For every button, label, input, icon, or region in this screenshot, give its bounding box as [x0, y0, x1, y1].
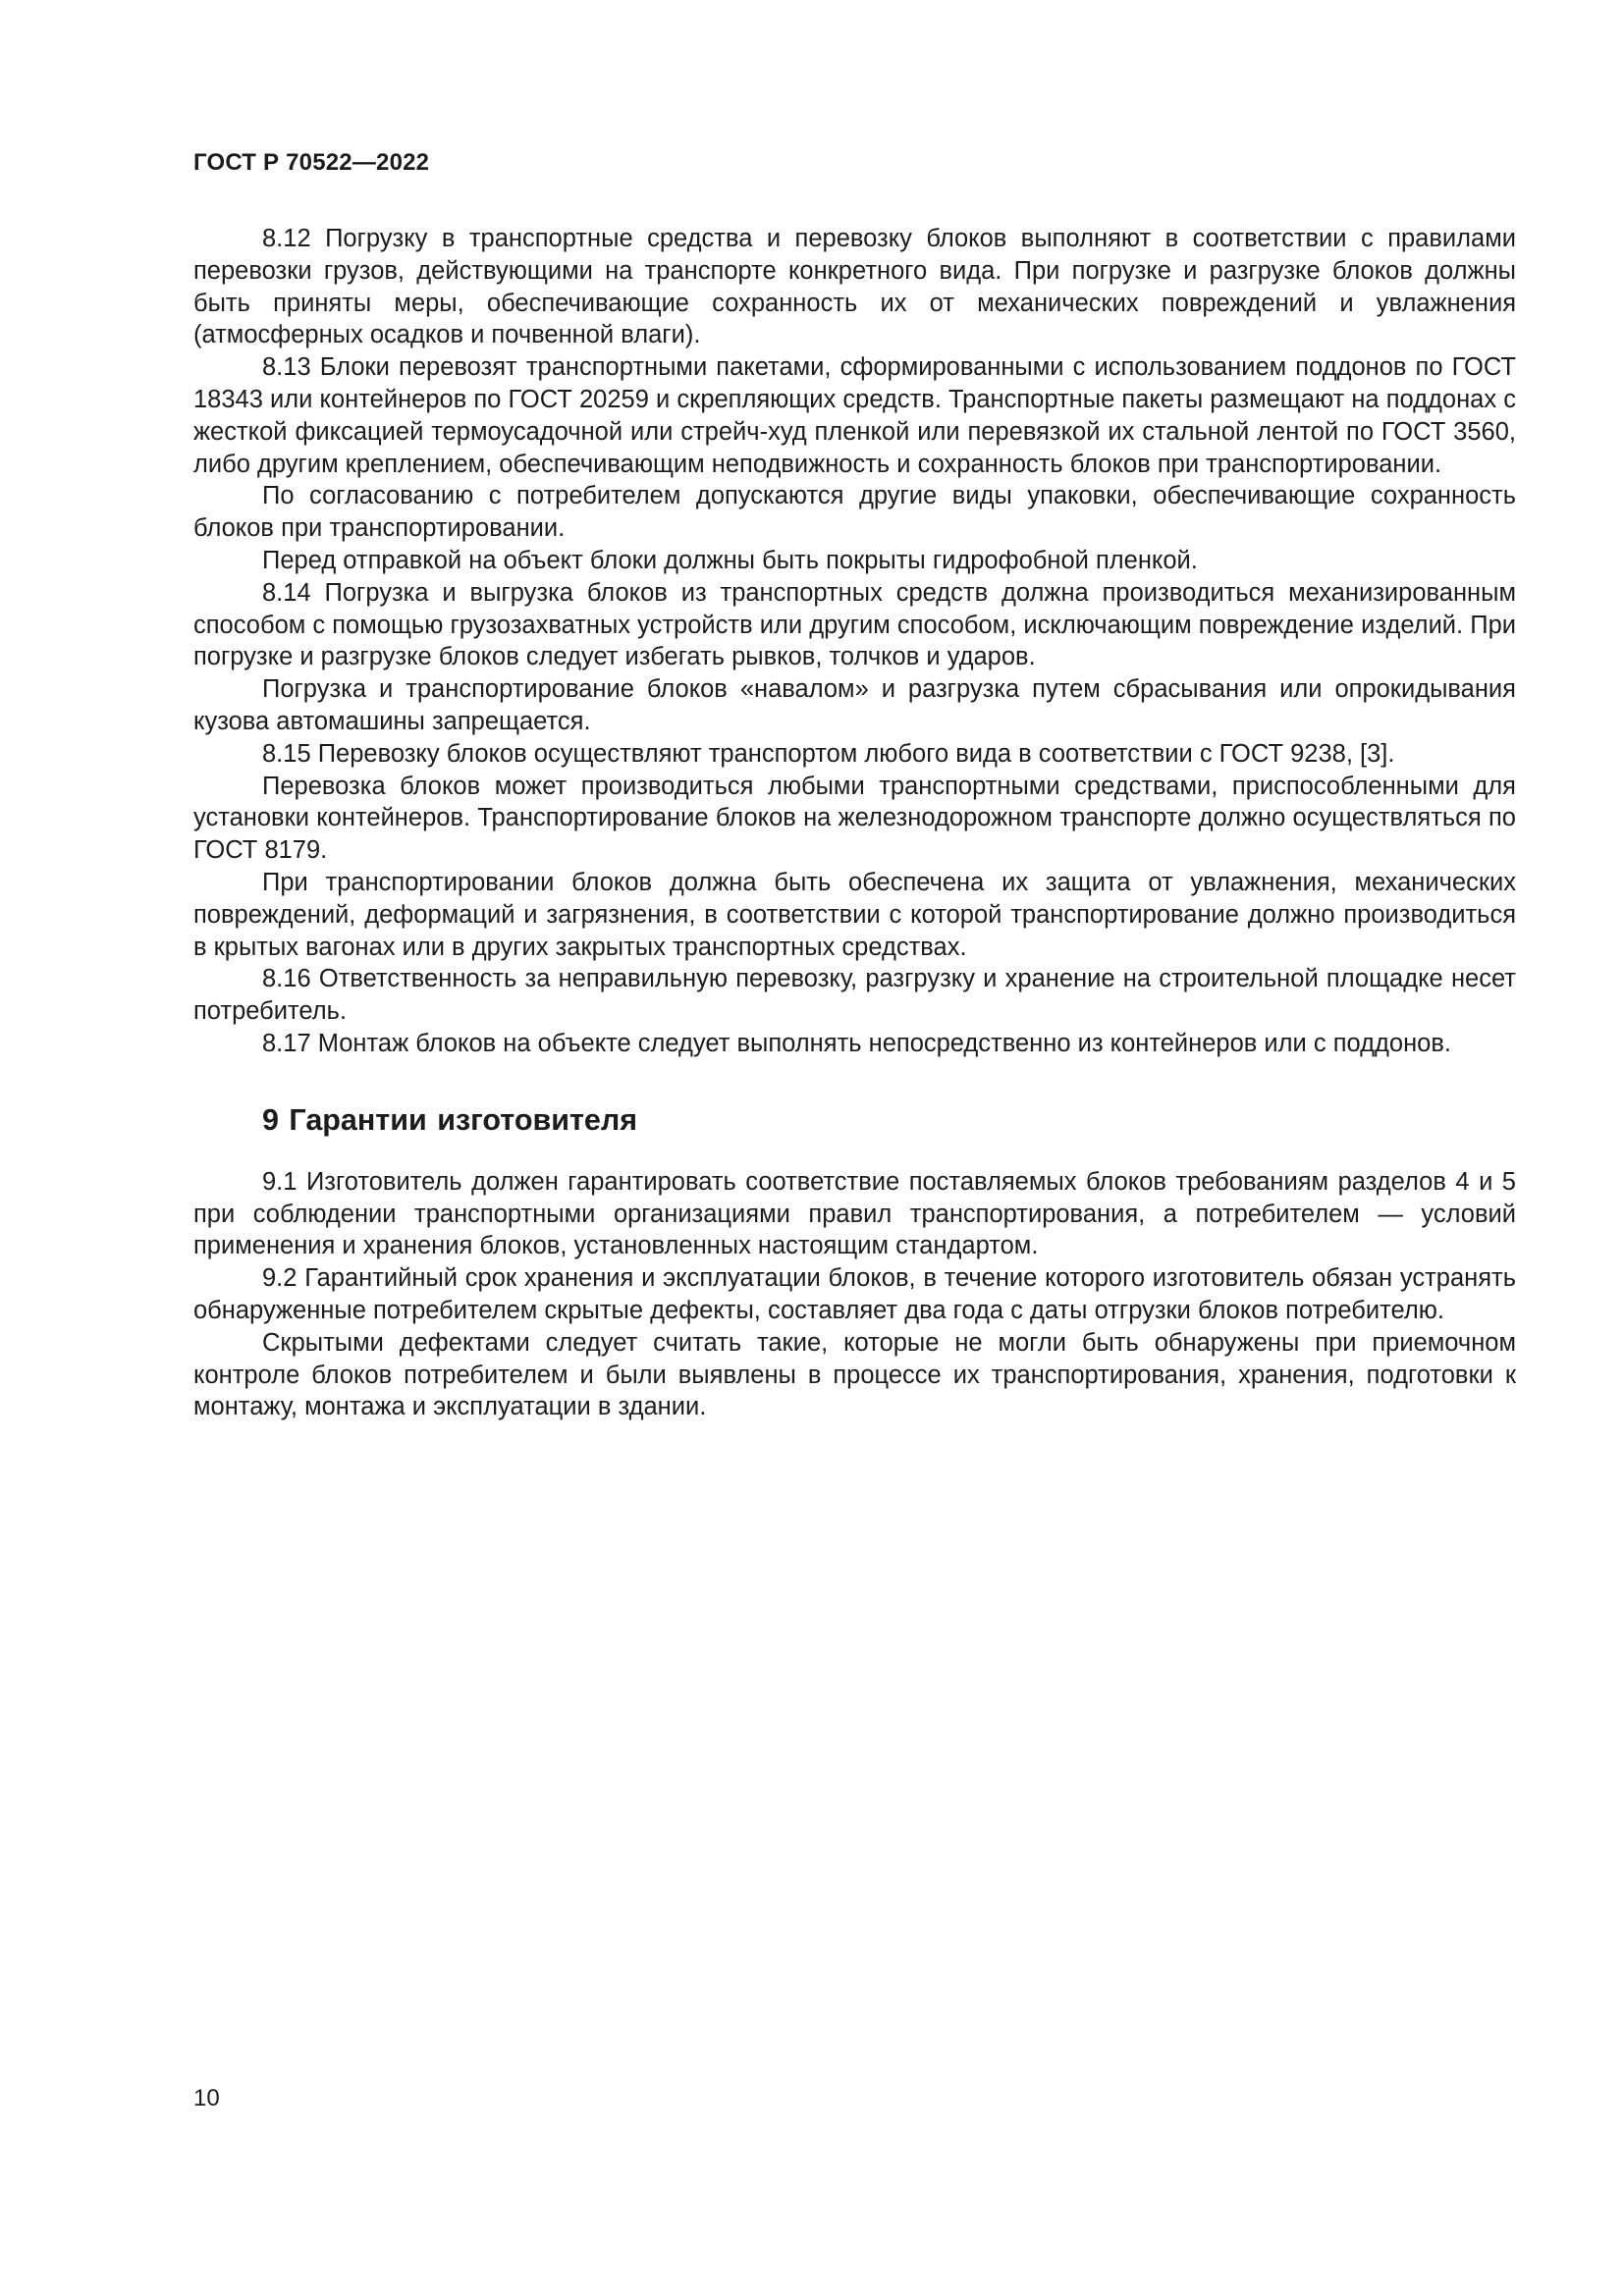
paragraph-9-2: 9.2 Гарантийный срок хранения и эксплуатации блоков, в течение которого изготовитель обязан устранять обнаруженные потребителем скрытые дефекты, составляет два года с даты отгрузки блоков потребителю.	[193, 1264, 1516, 1324]
paragraph-8-14: 8.14 Погрузка и выгрузка блоков из транспортных средств должна производиться механизированным способом с помощью грузозахватных устройств или другим способом, исключающим повреждение изделий. При погрузке и разгрузке блоков следует избегать рывков, толчков и ударов.	[193, 578, 1516, 671]
paragraph-8-12: 8.12 Погрузку в транспортные средства и перевозку блоков выполняют в соответствии с правилами перевозки грузов, действующими на транспорте конкретного вида. При погрузке и разгрузке блоков должны быть приняты меры, обеспечивающие сохранность их от механических повреждений и увлажнения (атмосферных осадков и почвенной влаги).	[193, 225, 1516, 349]
paragraph-8-13-packaging: По согласованию с потребителем допускаются другие виды упаковки, обеспечивающие сохранность блоков при транспортировании.	[193, 482, 1516, 543]
paragraph-8-13-film: Перед отправкой на объект блоки должны быть покрыты гидрофобной пленкой.	[262, 546, 1198, 574]
paragraph-8-16: 8.16 Ответственность за неправильную перевозку, разгрузку и хранение на строительной площадке несет потребитель.	[193, 965, 1516, 1026]
paragraph-8-17: 8.17 Монтаж блоков на объекте следует выполнять непосредственно из контейнеров или с поддонов.	[262, 1029, 1451, 1057]
document-header: ГОСТ Р 70522—2022	[193, 149, 430, 176]
paragraph-8-13: 8.13 Блоки перевозят транспортными пакетами, сформированными с использованием поддонов по ГОСТ 18343 или контейнеров по ГОСТ 20259 и скрепляющих средств. Транспортные пакеты размещают на поддонах с жесткой фиксацией термоусадочной или стрейч-худ пленкой или перевязкой их стальной лентой по ГОСТ 3560, либо другим креплением, обеспечивающим неподвижность и сохранность блоков при транспортировании.	[193, 353, 1516, 478]
paragraph-9-2-hidden-defects: Скрытыми дефектами следует считать такие, которые не могли быть обнаружены при приемочном контроле блоков потребителем и были выявлены в процессе их транспортирования, хранения, подготовки к монтажу, монтажа и эксплуатации в здании.	[193, 1328, 1516, 1421]
paragraph-8-15-containers: Перевозка блоков может производиться любыми транспортными средствами, приспособленными для установки контейнеров. Транспортирование блоков на железнодорожном транспорте должно осуществляться по ГОСТ 8179.	[193, 772, 1516, 865]
paragraph-8-15: 8.15 Перевозку блоков осуществляют транспортом любого вида в соответствии с ГОСТ 9238, [3].	[262, 739, 1395, 768]
paragraph-9-1: 9.1 Изготовитель должен гарантировать соответствие поставляемых блоков требованиям разделов 4 и 5 при соблюдении транспортными организациями правил транспортирования, а потребителем — условий применения и хранения блоков, установленных настоящим стандартом.	[193, 1167, 1516, 1260]
section-9-title: 9 Гарантии изготовителя	[262, 1102, 638, 1137]
paragraph-8-15-protection: При транспортировании блоков должна быть обеспечена их защита от увлажнения, механических повреждений, деформаций и загрязнения, в соответствии с которой транспортирование должно производиться в крытых вагонах или в других закрытых транспортных средствах.	[193, 868, 1516, 961]
paragraph-8-14-bulk: Погрузка и транспортирование блоков «навалом» и разгрузка путем сбрасывания или опрокидывания кузова автомашины запрещается.	[193, 675, 1516, 735]
document-body	[193, 223, 1516, 1423]
page-number: 10	[193, 2085, 220, 2111]
